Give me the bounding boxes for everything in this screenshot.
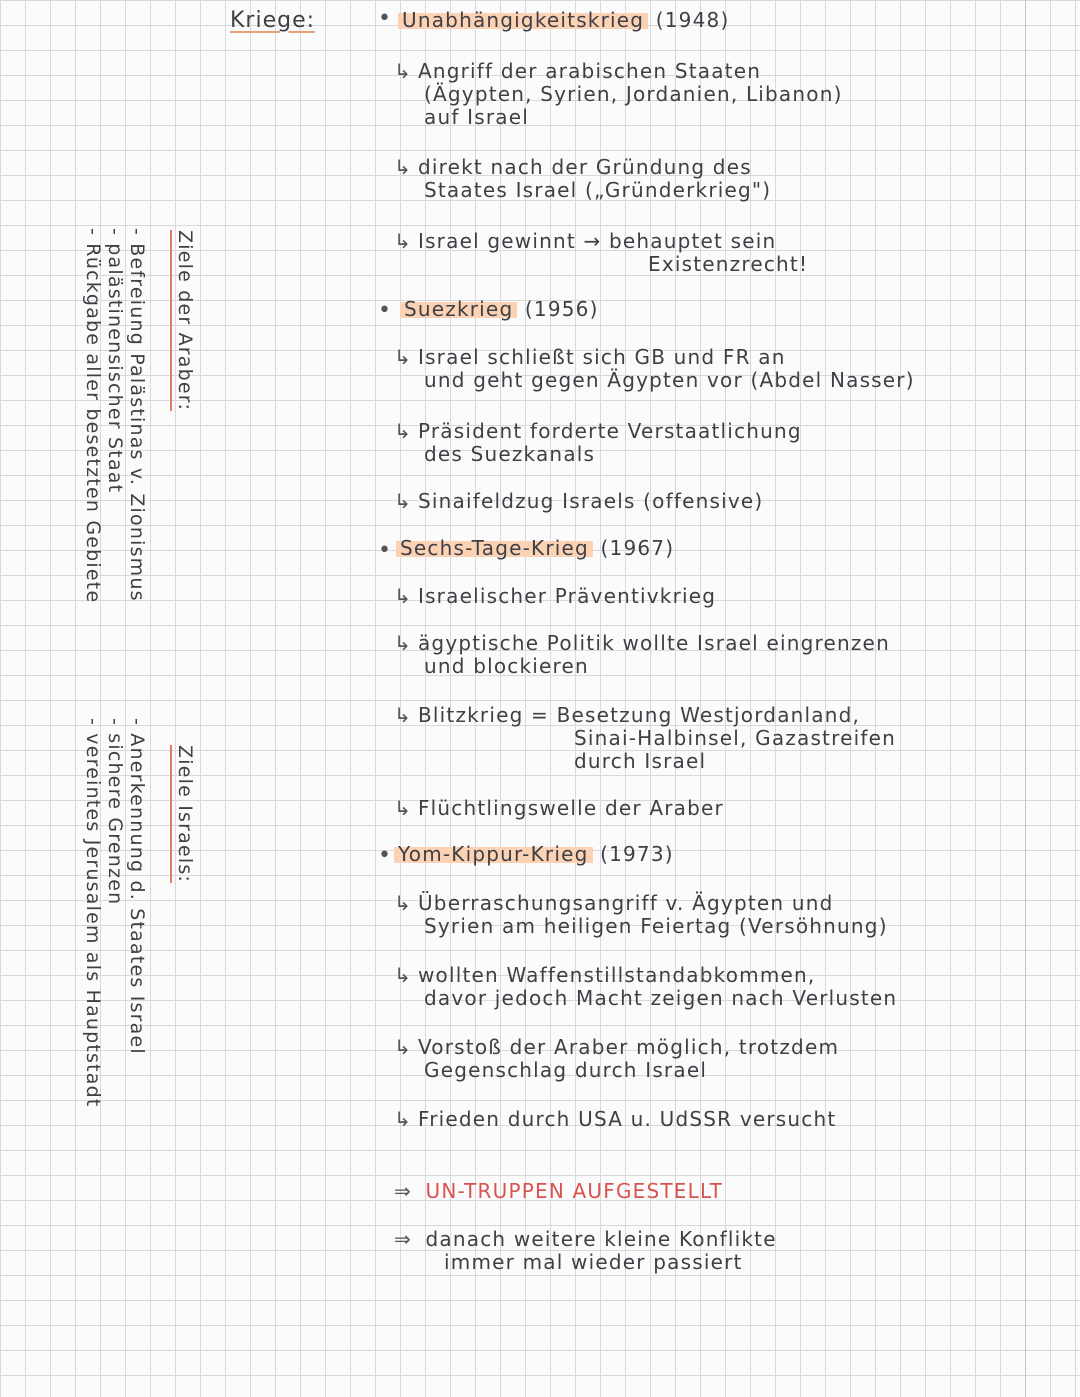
war-2-point-3: ↳ Sinaifeldzug Israels (offensive) (394, 489, 764, 513)
bullet-war-3: • (378, 538, 391, 563)
bullet-war-2: • (378, 298, 391, 323)
arrow-icon: ↳ (394, 59, 412, 83)
arrow-icon: ↳ (394, 584, 412, 608)
israel-goal-3: - vereintes Jerusalem als Hauptstadt (82, 718, 104, 1108)
israel-goal-2: - sichere Grenzen (104, 718, 126, 906)
arrow-icon: ↳ (394, 631, 412, 655)
war-2-point-2: ↳ Präsident forderte Verstaatlichung des Suezkanals (394, 419, 802, 466)
arrow-icon: ↳ (394, 703, 412, 727)
war-3-point-2: ↳ ägyptische Politik wollte Israel eingrenzen und blockieren (394, 631, 890, 678)
war-heading-1 (398, 9, 729, 32)
arrow-icon: ↳ (394, 891, 412, 915)
war-2-point-1: ↳ Israel schließt sich GB und FR an und geht gegen Ägypten vor (Abdel Nasser) (394, 345, 915, 392)
war-year-4: (1973) (600, 842, 674, 866)
arrow-icon: ↳ (394, 1107, 412, 1131)
war-1-point-2: ↳ direkt nach der Gründung des Staates Israel („Gründerkrieg") (394, 155, 772, 202)
war-name-1: Unabhängigkeitskrieg (398, 8, 648, 32)
war-year-2: (1956) (524, 297, 599, 321)
arab-goals-list (82, 228, 148, 603)
war-4-point-3: ↳ Vorstoß der Araber möglich, trotzdem Gegenschlag durch Israel (394, 1035, 840, 1082)
conclusion-un-troops: ⇒ UN-TRUPPEN AUFGESTELLT (394, 1179, 723, 1203)
war-1-point-3: ↳ Israel gewinnt → behauptet sein Existenzrecht! (394, 229, 809, 276)
arrow-icon: ↳ (394, 796, 412, 820)
arrow-icon: ↳ (394, 963, 412, 987)
war-name-2: Suezkrieg (400, 297, 517, 321)
bullet-war-1: • (378, 6, 391, 31)
arab-goal-3: - Rückgabe aller besetzten Gebiete (82, 228, 104, 604)
war-1-point-1: ↳ Angriff der arabischen Staaten (Ägypten, Syrien, Jordanien, Libanon) auf Israel (394, 59, 843, 129)
war-3-point-4: ↳ Flüchtlingswelle der Araber (394, 796, 724, 820)
conclusion-further-conflicts: ⇒ danach weitere kleine Konflikte immer mal wieder passiert (394, 1227, 777, 1274)
arrow-icon: ↳ (394, 1035, 412, 1059)
page-title: Kriege: (230, 8, 316, 33)
israel-goal-1: - Anerkennung d. Staates Israel (126, 718, 148, 1055)
double-arrow-icon: ⇒ (394, 1179, 412, 1203)
arrow-icon: ↳ (394, 229, 412, 253)
war-3-point-3: ↳ Blitzkrieg = Besetzung Westjordanland, Sinai-Halbinsel, Gazastreifen durch Israel (394, 703, 896, 773)
war-year-1: (1948) (655, 8, 730, 32)
war-4-point-1: ↳ Überraschungsangriff v. Ägypten und Syrien am heiligen Feiertag (Versöhnung) (394, 891, 888, 938)
arrow-icon: ↳ (394, 489, 412, 513)
arab-goal-2: - palästinensischer Staat (104, 228, 126, 494)
war-year-3: (1967) (600, 536, 675, 560)
page-margin-line (1025, 0, 1026, 1397)
arrow-icon: ↳ (394, 345, 412, 369)
bullet-war-4: • (378, 843, 391, 868)
war-4-point-2: ↳ wollten Waffenstillstandabkommen, davor jedoch Macht zeigen nach Verlusten (394, 963, 898, 1010)
arrow-icon: ↳ (394, 419, 412, 443)
war-3-point-1: ↳ Israelischer Präventivkrieg (394, 584, 717, 608)
war-heading-4 (394, 843, 674, 866)
war-name-3: Sechs-Tage-Krieg (396, 536, 593, 560)
israel-goals-list (82, 718, 148, 1108)
war-heading-3 (396, 537, 674, 560)
arrow-icon: ↳ (394, 155, 412, 179)
war-4-point-4: ↳ Frieden durch USA u. UdSSR versucht (394, 1107, 837, 1131)
war-name-4: Yom-Kippur-Krieg (394, 842, 593, 866)
double-arrow-icon: ⇒ (394, 1227, 412, 1251)
israel-goals-heading: Ziele Israels: (170, 745, 196, 883)
war-heading-2 (400, 298, 599, 321)
arab-goals-heading: Ziele der Araber: (170, 230, 196, 411)
arab-goal-1: - Befreiung Palästinas v. Zionismus (126, 228, 148, 602)
